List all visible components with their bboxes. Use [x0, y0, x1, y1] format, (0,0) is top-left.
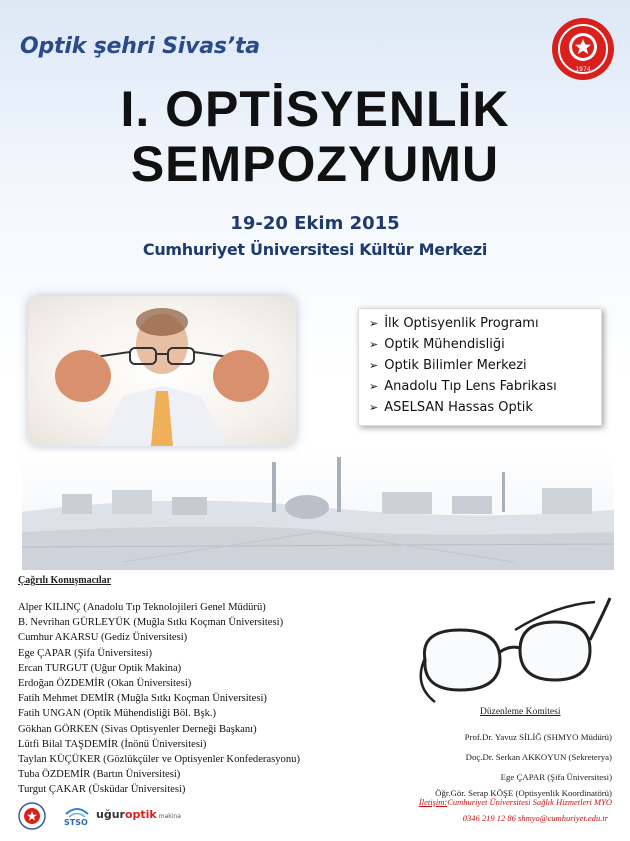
stso-logo-text: STSO [64, 818, 88, 827]
list-item: Ege ÇAPAR (Şifa Üniversitesi) [18, 647, 153, 659]
title-line-2: SEMPOZYUMU [130, 136, 500, 192]
tagline: Optik şehri Sivas’ta [20, 34, 260, 59]
list-item: Gökhan GÖRKEN (Sivas Optisyenler Derneği Başkanı) [18, 723, 257, 735]
arrow-bullet-icon: ➢ [369, 338, 379, 351]
list-item: Cumhur AKARSU (Gediz Üniversitesi) [18, 632, 188, 644]
list-item: ➢ ASELSAN Hassas Optik [369, 400, 533, 415]
event-venue: Cumhuriyet Üniversitesi Kültür Merkezi [142, 240, 488, 259]
contact-phone-email[interactable]: 0346 219 12 86 shmyo@cumhuriyet.edu.tr [462, 813, 608, 823]
ugur-optik-logo: uğuroptik makina [96, 808, 181, 821]
contact-label: İletişim: [418, 797, 448, 807]
list-item: Turgut ÇAKAR (Üsküdar Üniversitesi) [18, 784, 186, 796]
speakers-heading: Çağrılı Konuşmacılar [18, 575, 112, 586]
list-item: Fatih UNGAN (Optik Mühendisliği Böl. Bşk.) [18, 708, 217, 720]
list-item: Taylan KÜÇÜKER (Gözlükçüler ve Optisyenler Konfederasyonu) [18, 754, 300, 766]
arrow-bullet-icon: ➢ [369, 317, 379, 330]
list-item: B. Nevrihan GÜRLEYÜK (Muğla Sıtkı Koçman Üniversitesi) [18, 617, 284, 629]
arrow-bullet-icon: ➢ [369, 380, 379, 393]
university-seal-icon [550, 16, 616, 82]
event-date: 19-20 Ekim 2015 [230, 213, 400, 234]
committee-heading: Düzenleme Komitesi [480, 707, 561, 717]
committee-list [465, 727, 612, 787]
list-item: Ercan TURGUT (Uğur Optik Makina) [18, 662, 182, 674]
list-item: Alper KILINÇ (Anadolu Tıp Teknolojileri Genel Müdürü) [18, 602, 266, 613]
list-item: ➢ Optik Bilimler Merkezi [369, 358, 527, 373]
list-item: Doç.Dr. Serkan AKKOYUN (Sekreterya) [465, 752, 612, 762]
committee-member-coordinator: Öğr.Gör. Serap KÖŞE (Optisyenlik Koordinatörü) [435, 788, 612, 798]
seal-year: 1974 [575, 66, 591, 73]
man-with-glasses-photo [28, 296, 296, 446]
contact-line [419, 797, 612, 807]
list-item: Ege ÇAPAR (Şifa Üniversitesi) [500, 772, 612, 782]
university-logo-icon [18, 802, 46, 830]
list-item: Lütfi Bilal TAŞDEMİR (İnönü Üniversitesi) [18, 738, 207, 750]
list-item: Prof.Dr. Yavuz SİLİĞ (SHMYO Müdürü) [464, 732, 612, 742]
topics-box [358, 308, 602, 426]
list-item: Fatih Mehmet DEMİR (Muğla Sıtkı Koçman Üniversitesi) [18, 693, 267, 705]
list-item: ➢ Anadolu Tıp Lens Fabrikası [369, 379, 557, 394]
speakers-list [18, 600, 300, 798]
list-item: ➢ İlk Optisyenlik Programı [369, 316, 539, 331]
contact-org: Cumhuriyet Üniversitesi Sağlık Hizmetleri MYO [447, 797, 612, 807]
eyeglasses-icon [405, 590, 615, 710]
stso-logo [62, 802, 92, 830]
city-panorama-illustration [22, 452, 614, 570]
list-item: ➢ Optik Mühendisliği [369, 337, 505, 352]
title-line-1: I. OPTİSYENLİK [120, 81, 510, 137]
arrow-bullet-icon: ➢ [369, 359, 379, 372]
list-item: Erdoğan ÖZDEMİR (Okan Üniversitesi) [18, 678, 192, 690]
arrow-bullet-icon: ➢ [369, 401, 379, 414]
list-item: Tuba ÖZDEMİR (Bartın Üniversitesi) [18, 769, 181, 781]
